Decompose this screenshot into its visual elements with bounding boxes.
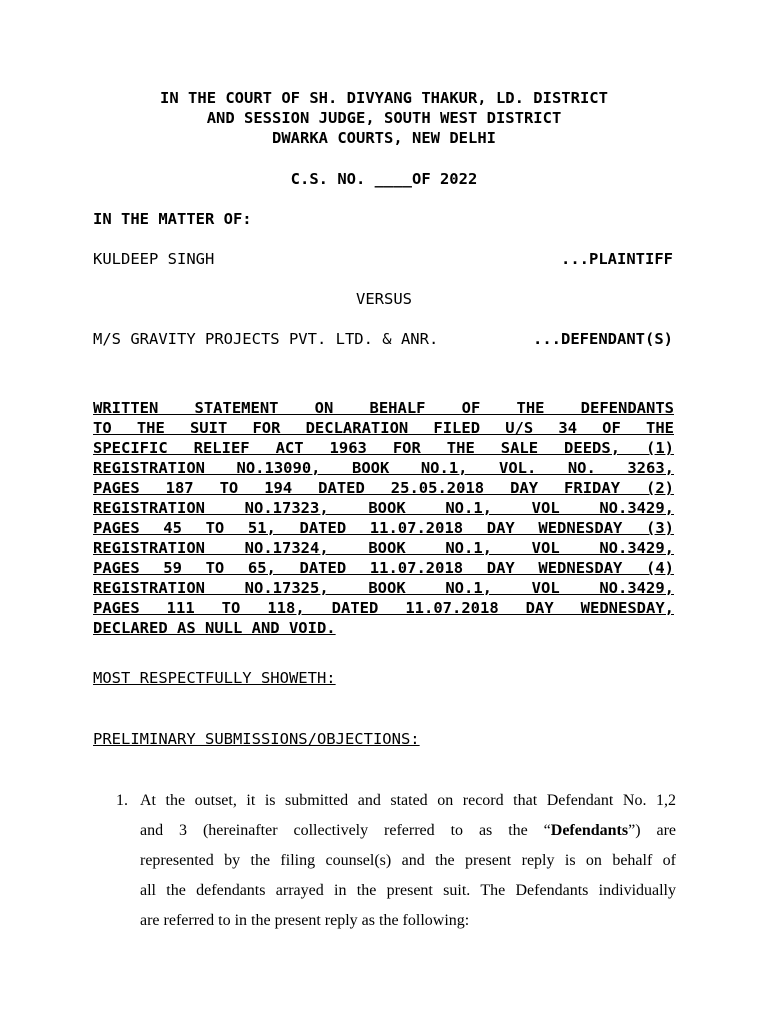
paragraph-line: all the defendants arrayed in the present suit. The Defendants individually <box>140 882 676 899</box>
matter-heading: IN THE MATTER OF: <box>93 210 252 228</box>
written-statement-line: REGISTRATION NO.13090, BOOK NO.1, VOL. NO. 3263, <box>93 459 674 477</box>
written-statement-line: PAGES 59 TO 65, DATED 11.07.2018 DAY WEDNESDAY (4) <box>93 559 674 577</box>
paragraph-line <box>140 816 676 846</box>
written-statement-title <box>93 398 674 638</box>
plaintiff-role: ...PLAINTIFF <box>561 250 673 268</box>
written-statement-line: REGISTRATION NO.17323, BOOK NO.1, VOL NO.3429, <box>93 499 674 517</box>
paragraph-text: and 3 (hereinafter collectively referred to as the “ <box>140 822 551 839</box>
court-heading-line-1: IN THE COURT OF SH. DIVYANG THAKUR, LD. DISTRICT <box>160 89 608 107</box>
preliminary-heading: PRELIMINARY SUBMISSIONS/OBJECTIONS: <box>93 730 420 748</box>
court-heading-line-2: AND SESSION JUDGE, SOUTH WEST DISTRICT <box>206 109 562 127</box>
versus-label: VERSUS <box>356 290 412 308</box>
written-statement-line: DECLARED AS NULL AND VOID. <box>93 619 336 637</box>
written-statement-line: SPECIFIC RELIEF ACT 1963 FOR THE SALE DEEDS, (1) <box>93 439 674 457</box>
paragraph-line: At the outset, it is submitted and stated on record that Defendant No. 1,2 <box>140 792 676 809</box>
written-statement-line: PAGES 45 TO 51, DATED 11.07.2018 DAY WEDNESDAY (3) <box>93 519 674 537</box>
defendants-term: Defendants <box>550 822 629 839</box>
case-number: C.S. NO. ____OF 2022 <box>290 170 478 188</box>
court-heading-line-3: DWARKA COURTS, NEW DELHI <box>272 129 496 147</box>
defendant-role: ...DEFENDANT(S) <box>533 330 673 348</box>
written-statement-line: REGISTRATION NO.17324, BOOK NO.1, VOL NO.3429, <box>93 539 674 557</box>
paragraph-line: are referred to in the present reply as the following: <box>140 912 470 929</box>
written-statement-line: PAGES 187 TO 194 DATED 25.05.2018 DAY FRIDAY (2) <box>93 479 674 497</box>
paragraph-body <box>140 786 676 936</box>
written-statement-line: PAGES 111 TO 118, DATED 11.07.2018 DAY WEDNESDAY, <box>93 599 674 617</box>
defendant-name: M/S GRAVITY PROJECTS PVT. LTD. & ANR. <box>93 330 439 348</box>
court-heading <box>80 88 688 148</box>
written-statement-line: WRITTEN STATEMENT ON BEHALF OF THE DEFENDANTS <box>93 399 674 417</box>
written-statement-line: TO THE SUIT FOR DECLARATION FILED U/S 34 OF THE <box>93 419 674 437</box>
written-statement-line: REGISTRATION NO.17325, BOOK NO.1, VOL NO.3429, <box>93 579 674 597</box>
paragraph-number: 1. <box>116 792 128 809</box>
plaintiff-name: KULDEEP SINGH <box>93 250 215 268</box>
paragraph-text: ”) are <box>628 822 676 839</box>
showeth-heading: MOST RESPECTFULLY SHOWETH: <box>93 669 336 687</box>
paragraph-line: represented by the filing counsel(s) and the present reply is on behalf of <box>140 852 676 869</box>
